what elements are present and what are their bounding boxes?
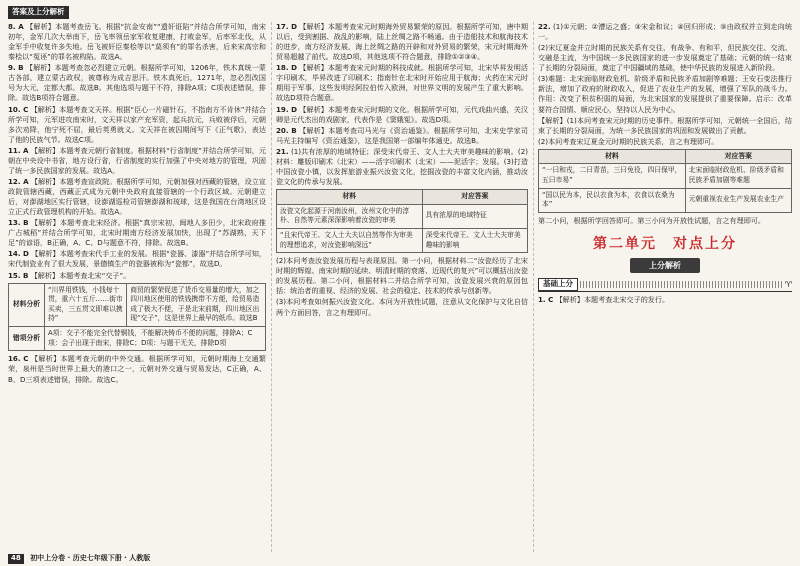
band-pattern: [580, 281, 782, 288]
section-header: 答案及上分解析: [8, 6, 69, 19]
question-number: 10. C: [8, 104, 29, 114]
answer-item: [538, 216, 792, 226]
answer-item: [276, 126, 528, 146]
question-number: 21.: [276, 146, 289, 156]
table-cell: 深受宋代帝王、文人士大夫审美趣味的影响: [422, 228, 527, 252]
answer-text: 【解析】本题考查文天祥。根据“臣心一片磁针石，不指南方不肯休”并结合所学可知，元军进攻南宋时，文天祥以家产充军资，起兵抗元，兵败被俘后，元朝多次劝降，他宁死不屈，最后英勇就义。文天祥在被囚期间写下《正气歌》，表达了他的民族气节。故选C项。: [8, 104, 266, 144]
answer-item: [538, 22, 792, 42]
answer-text: 【解析】本题考查北宋经济。根据“真宗宋初，闽地人多田少，北宋政府推广占城稻”并结合所学可知，北宋时期南方经济发展加快，出现了“苏湖熟，天下足”的谚语，B正确，A、C、D与题意不符，排除。故选B。: [8, 218, 266, 248]
answer-text: 【解析】本题考查北宋交子的发行。: [555, 294, 670, 304]
answer-item: [276, 22, 528, 62]
table-header: 材料: [277, 190, 423, 205]
row-label: 错项分析: [9, 327, 45, 351]
answer-item: [276, 63, 528, 103]
answer-text: 【解析】(1)本问考查宋元时期的历史事件。根据所学可知，元朝统一全国后，结束了长期的分裂局面，为统一多民族国家的巩固和发展做出了贡献。: [538, 115, 792, 135]
table-row: [277, 204, 528, 228]
book-title: 初中上分卷 · 历史七年级下册 · 人教版: [30, 554, 151, 563]
table-cell: 北宋面临财政危机、阶级矛盾和民族矛盾加剧等难题: [685, 164, 791, 188]
table-cell: “川界用铁钱，小钱每十贯，重六十五斤……街市买卖，三五贯文即难以携持”: [44, 283, 126, 327]
answer-item: [276, 105, 528, 125]
answer-item: [538, 295, 792, 305]
answer-item: [8, 63, 266, 103]
answer-text: (2)本问考查汝瓷发展历程与表现原因。第一小问，根据材料二“汝瓷经历了北宋时期的辉煌、南宋时期的延续、明清时期的衰落、近现代的复兴”可以概括出汝瓷的发展历程。第二小问，根据材料二并结合所学可知，汝瓷发展兴衰的原因包括：统治者的重视、经济的发展、社会的稳定、技术的传承与创新等。: [276, 256, 528, 296]
table-header: 材料: [539, 149, 686, 164]
answer-text: 【解析】本题考查宋代手工业的发展。根据“瓷器、漆器”并结合所学可知，宋代制瓷业有了很大发展，景德镇生产的瓷器被称为“瓷都”，故选D。: [8, 249, 266, 269]
section-banner: 上分解析: [630, 258, 700, 273]
table-row: [9, 283, 266, 327]
answer-item: [8, 271, 266, 281]
answer-item: [538, 43, 792, 73]
table-cell: A项：交子不能完全代替铜钱，不能解决铸币不便的问题，排除A；C项：会子出现于南宋，排除C；D项：与题干无关，排除D项: [44, 327, 265, 351]
answer-text: (2)本问考查宋辽夏金元时期的民族关系，言之有理即可。: [538, 136, 719, 146]
column-middle: [276, 22, 528, 554]
answer-text: (3)难题：北宋面临财政危机、阶级矛盾和民族矛盾加剧等难题；王安石变法推行新法，增加了政府的财政收入，促进了农业生产的发展，增强了军队的战斗力。作用：改变了积贫积弱的局面，为北宋国家的发展提供了重要保障。启示：改革要符合国情、顺应民心，坚持以人民为中心。: [538, 74, 792, 114]
answer-item: [8, 22, 266, 62]
page-footer: [8, 554, 150, 564]
question-number: 14. D: [8, 249, 29, 259]
basic-section-band: [538, 278, 792, 292]
table-header: 对应答案: [422, 190, 527, 205]
answer-text: 【解析】本题考查宋元时期海外贸易繁荣的原因。根据所学可知，唐中期以后，受到割据、战乱的影响，陆上丝绸之路不畅通。由于造船技术和航海技术的进步，南方经济发展，海上丝绸之路的开辟和对外贸易的繁荣，宋元时期海外贸易超越了前代。故选D项，其他选项不符合题意，排除①②③④。: [276, 22, 528, 62]
answer-item: [276, 297, 528, 317]
question-number: 13. B: [8, 218, 29, 228]
column-left: [8, 22, 266, 554]
pin-icon: ♈: [784, 279, 792, 289]
question-number: 16. C: [8, 354, 29, 364]
answer-item: [8, 177, 266, 217]
answer-text: (1)①元朝；②漕运之盛；③宋金和议；④回归形成；⑤由政权并立到走向统一。: [538, 22, 792, 42]
table-cell: 汝瓷文化起源于河南汝州，汝州文化中的淳朴、自然等元素深深影响着汝瓷的审美: [277, 204, 423, 228]
question-number: 17. D: [276, 22, 297, 31]
column-divider: [271, 22, 272, 552]
answer-text: 【解析】本题考查宋元时期的文化。根据所学可知，元代戏曲兴盛，关汉卿是元代杰出的戏剧家，代表作是《窦娥冤》。故选D项。: [276, 104, 528, 124]
answer-text: (2)宋辽夏金并立时期的民族关系有交往、有战争、有和平，但民族交往、交流、交融是主流，为中国统一多民族国家的进一步发展奠定了基础；元朝的统一结束了长期的分裂局面，奠定了中国疆域的基础，使中华民族的发展进入新阶段。: [538, 43, 792, 73]
table-cell: “国以民为本，民以衣食为本，衣食以农桑为本”: [539, 188, 686, 212]
answer-text: 第二小问，根据所学回答即可。第三小问为开放性试题，言之有理即可。: [538, 215, 765, 225]
answer-item: [8, 105, 266, 145]
page-number: 48: [8, 554, 24, 564]
question-number: 1. C: [538, 294, 554, 304]
question-number: 9. B: [8, 63, 24, 73]
table-cell: 具有浓厚的地域特征: [422, 204, 527, 228]
table-cell: “一曰和戎，二曰青苗，三曰免役，四曰保甲，五曰市易”: [539, 164, 686, 188]
question-number: 20. B: [276, 125, 297, 135]
answer-text: 【解析】本题考查忽必烈建立元朝。根据所学可知，1206年，铁木真统一蒙古各部，建立蒙古政权，被尊称为成吉思汗。铁木真死后，1271年，忽必烈改国号为大元，定都大都。故选B。其他选项与题干不符，排除A项；C项表述错误，排除。故选B项符合题意。: [8, 63, 266, 103]
column-divider: [533, 22, 534, 552]
row-label: 材料分析: [9, 283, 45, 327]
unit-title: 第二单元 对点上分: [593, 236, 737, 253]
answer-item: [538, 74, 792, 114]
table-cell: “且宋代帝王、文人士大夫以自然等作为审美的理想追求，对汝瓷影响深远”: [277, 228, 423, 252]
answer-text: (1)共有浓厚的地域特征；深受宋代帝王、文人士大夫审美趣味的影响。(2)材料：雕版印刷术（北宋）——活字印刷术（北宋）——泥活字；发展。(3)打造中国汝瓷小镇，以发挥旅游业振兴汝瓷文化，挖掘汝瓷的丰富文化内涵，推动汝瓷文化的传承与发展。: [276, 146, 528, 186]
answer-item: [276, 147, 528, 187]
question-number: 18. D: [276, 63, 297, 73]
question-number: 8. A: [8, 22, 24, 31]
table-row: [9, 327, 266, 351]
question-number: 19. D: [276, 104, 297, 114]
answer-item: [8, 218, 266, 248]
table-row: [277, 228, 528, 252]
answer-item: [538, 116, 792, 136]
answer-text: 【解析】本题考查宣政院。根据所学可知，元朝加强对西藏的管辖，设立宣政院管辖西藏，西藏正式成为元朝中央政府直接管辖的一个行政区域。元朝建立后，对澎湖地区实行管辖，设澎湖巡检司管辖澎湖和琉球，这是我国在台湾地区设立正式行政管理机构的开始。故选A。: [8, 176, 266, 217]
table-cell: 元朝重视农业生产发展农业生产: [685, 188, 791, 212]
answer-item: [538, 137, 792, 147]
answer-text: 【解析】本题考查宋元时期的科技成就。根据所学可知，北宋毕昇发明活字印刷术，毕昇改进了印刷术；指南针在北宋时开始应用于航海；火药在宋元时期用于军事，这些发明经阿拉伯传入欧洲，对世界文明的发展产生了重大影响。故选D项符合题意。: [276, 63, 528, 103]
answer-table: [538, 149, 792, 213]
answer-text: 【解析】本题考查司马光与《资治通鉴》。根据所学可知，北宋史学家司马光主持编写《资治通鉴》，这是我国第一部编年体通史。故选B。: [276, 125, 528, 145]
question-number: 22.: [538, 22, 551, 31]
answer-table: [276, 189, 528, 253]
answer-item: [276, 256, 528, 296]
question-number: 11. A: [8, 145, 29, 155]
answer-item: [8, 249, 266, 269]
table-cell: 商贸的繁荣促进了货币交易量的增大，加之四川地区使用的铁钱携带不方便，给贸易造成了极大不便，于是北宋前期，四川地区出现“交子”，这是世界上最早的纸币。故选B: [127, 283, 266, 327]
table-header: 对应答案: [685, 149, 791, 164]
table-row: [539, 188, 792, 212]
table-row: [539, 164, 792, 188]
answer-text: 【解析】本题考查元朝行省制度。根据材料“行省制度”并结合所学可知，元朝在中央设中书省，地方设行省，行省制度的实行加强了中央对地方的管理，巩固了统一多民族国家的发展。故选A。: [8, 145, 266, 175]
column-right: [538, 22, 792, 554]
answer-table: [8, 283, 266, 352]
question-number: 12. A: [8, 176, 29, 186]
answer-text: 【解析】本题考查元朝的中外交通。根据所学可知，元朝时期海上交通繁荣，泉州是当时世界上最大的港口之一，元朝对外交通与贸易发达，C正确，A、B、D三项表述错误，排除。故选C。: [8, 354, 266, 384]
band-label: 基础上分: [538, 278, 578, 291]
answer-text: (3)本问考查如何振兴汝瓷文化。本问为开放性试题，注意从文化保护与文化自信两个方面回答，言之有理即可。: [276, 297, 528, 317]
answer-text: 【解析】本题考查岳飞。根据“抗金安南”“遗奸诳陷”并结合所学可知，南宋初年，金军几次大举南下，岳飞率领岳家军收复建康，打败金军，后率军北伐，从金军手中收复许多失地。岳飞被奸臣秦桧等以“莫须有”的罪名杀害，后来宋高宗和秦桧以“冤诬”的罪名被构陷。故选A。: [8, 22, 266, 62]
answer-text: 【解析】本题考查北宋“交子”。: [30, 270, 131, 280]
answer-item: [8, 354, 266, 384]
answer-item: [8, 146, 266, 176]
question-number: 15. B: [8, 270, 29, 280]
